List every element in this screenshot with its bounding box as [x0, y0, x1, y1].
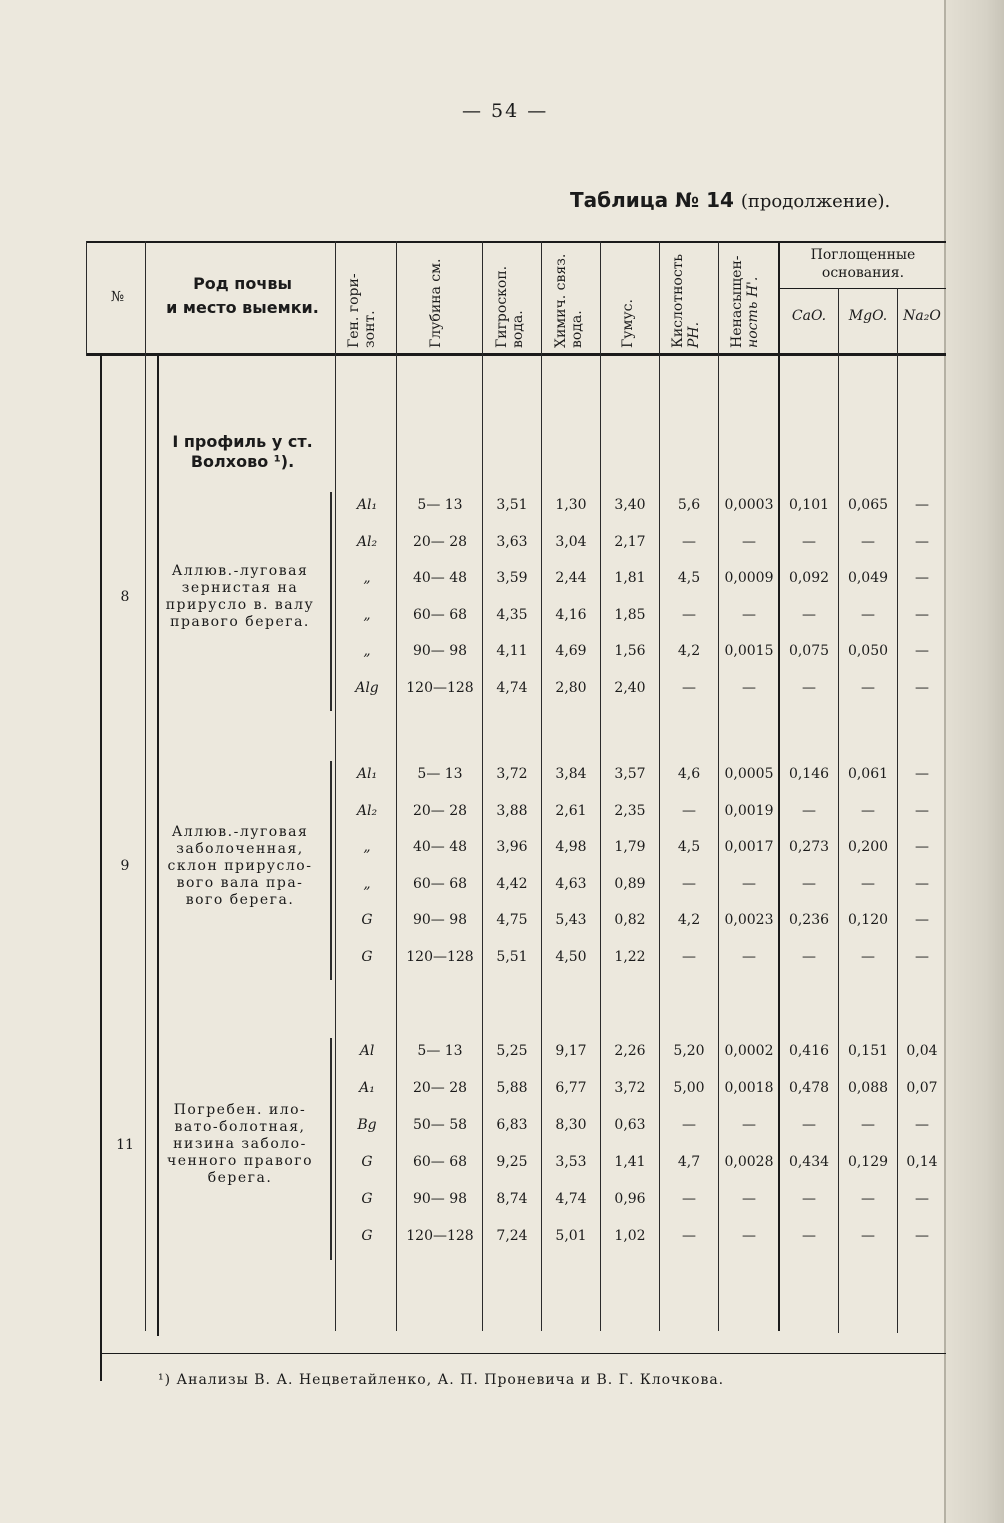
cell-na2o: —: [915, 839, 929, 855]
header-acidity: [670, 248, 706, 348]
vline-left: [86, 241, 87, 356]
header-hygro-line: Гигроскоп.: [494, 265, 510, 348]
cell-hygro: 6,83: [496, 1117, 528, 1133]
cell-na2o: —: [915, 1228, 929, 1244]
header-hygro: [494, 248, 530, 348]
cell-cao: —: [802, 875, 816, 892]
header-depth: [428, 248, 448, 348]
cell-depth: 60— 68: [412, 1154, 468, 1170]
cell-depth: 5— 13: [417, 497, 463, 513]
cell-unsat: —: [742, 1117, 756, 1133]
cell-chem-water: 3,53: [555, 1154, 587, 1170]
cell-mgo: —: [861, 679, 875, 696]
header-humus: [620, 248, 640, 348]
cell-mgo: 0,129: [847, 1154, 889, 1170]
group-description-line: Аллюв.-луговая: [171, 563, 309, 580]
cell-humus: 0,63: [614, 1117, 646, 1133]
group-description-line: вато-болотная,: [174, 1119, 306, 1135]
cell-humus: 1,22: [614, 948, 646, 965]
vline-hygro: [541, 241, 542, 1331]
cell-cao: 0,075: [788, 643, 830, 659]
group-description-line: заболоченная,: [176, 840, 304, 857]
cell-humus: 0,96: [614, 1191, 646, 1207]
cell-hygro: 3,88: [496, 802, 528, 819]
cell-cao: 0,478: [788, 1080, 830, 1096]
cell-cao: —: [802, 1117, 816, 1133]
header-soil: [150, 272, 335, 320]
cell-horizon: „: [363, 875, 371, 892]
cell-horizon: „: [363, 570, 371, 586]
cell-depth: 20— 28: [412, 1080, 468, 1096]
cell-hygro: 3,51: [496, 497, 528, 513]
cell-mgo: 0,200: [847, 839, 889, 855]
cell-horizon: Bg: [357, 1117, 377, 1133]
cell-acidity: —: [682, 802, 696, 819]
cell-acidity: 4,6: [677, 766, 701, 782]
cell-unsat: 0,0023: [724, 912, 774, 928]
cell-na2o: —: [915, 875, 929, 892]
header-bottom-rule: [86, 353, 946, 356]
cell-acidity: 4,2: [677, 912, 701, 928]
cell-na2o: —: [915, 643, 929, 659]
cell-chem-water: 5,01: [555, 1228, 587, 1244]
profile-heading: [150, 432, 335, 472]
vline-humus: [659, 241, 660, 1331]
cell-unsat: —: [742, 533, 756, 550]
cell-horizon: Al₁: [356, 497, 378, 513]
table-title-main: Таблица № 14: [570, 188, 734, 212]
header-chem-water: [553, 248, 589, 348]
cell-horizon: G: [361, 1154, 373, 1170]
cell-hygro: 3,96: [496, 839, 528, 855]
cell-na2o: —: [915, 766, 929, 782]
cell-chem-water: 4,69: [555, 643, 587, 659]
cell-mgo: 0,151: [847, 1043, 889, 1059]
cell-depth: 120—128: [406, 679, 474, 696]
cell-horizon: Al: [359, 1043, 375, 1059]
cell-horizon: G: [361, 948, 373, 965]
header-chem-water-line: Химич. связ.: [553, 253, 569, 348]
group-brace: [322, 761, 332, 980]
cell-na2o: —: [915, 533, 929, 550]
cell-horizon: Al₂: [356, 533, 378, 550]
cell-mgo: —: [861, 948, 875, 965]
cell-chem-water: 9,17: [555, 1043, 587, 1059]
cell-hygro: 5,51: [496, 948, 528, 965]
cell-mgo: —: [861, 875, 875, 892]
cell-hygro: 4,35: [496, 606, 528, 623]
group-number: 8: [120, 589, 130, 606]
cell-humus: 1,41: [614, 1154, 646, 1170]
header-absorbed: [782, 246, 944, 282]
cell-hygro: 3,63: [496, 533, 528, 550]
cell-unsat: —: [742, 875, 756, 892]
cell-acidity: —: [682, 875, 696, 892]
profile-heading-line: I профиль у ст.: [172, 432, 313, 451]
group-description: [160, 1102, 320, 1187]
header-horizon-line: зонт.: [362, 310, 378, 348]
cell-horizon: G: [361, 1228, 373, 1244]
cell-unsat: —: [742, 606, 756, 623]
cell-chem-water: 3,04: [555, 533, 587, 550]
header-horizon: [346, 248, 382, 348]
cell-na2o: —: [915, 948, 929, 965]
cell-mgo: —: [861, 1191, 875, 1207]
group-brace: [322, 492, 332, 711]
group-description-line: Аллюв.-луговая: [171, 823, 309, 840]
table-top-rule: [86, 241, 946, 243]
cell-unsat: 0,0019: [724, 802, 774, 819]
footnote-rule: [100, 1353, 946, 1354]
cell-depth: 5— 13: [417, 1043, 463, 1059]
cell-hygro: 8,74: [496, 1191, 528, 1207]
cell-unsat: 0,0003: [724, 497, 774, 513]
group-number: 11: [116, 1136, 134, 1153]
vline-hor: [396, 241, 397, 1331]
cell-horizon: G: [361, 912, 373, 928]
footnote: ¹) Анализы В. А. Нецветайленко, А. П. Проневича и В. Г. Клочкова.: [158, 1372, 725, 1388]
header-humus-line: Гумус.: [620, 299, 636, 348]
cell-chem-water: 4,74: [555, 1191, 587, 1207]
cell-na2o: 0,07: [906, 1080, 938, 1096]
cell-na2o: 0,14: [906, 1154, 938, 1170]
cell-depth: 50— 58: [412, 1117, 468, 1133]
cell-acidity: 5,20: [673, 1043, 705, 1059]
cell-cao: —: [802, 533, 816, 550]
cell-humus: 2,17: [614, 533, 646, 550]
vline-no: [145, 241, 146, 1331]
cell-humus: 3,72: [614, 1080, 646, 1096]
cell-hygro: 4,11: [496, 643, 528, 659]
page-fold-line: [944, 0, 946, 1523]
cell-humus: 2,26: [614, 1043, 646, 1059]
cell-acidity: 4,2: [677, 643, 701, 659]
cell-cao: —: [802, 1191, 816, 1207]
cell-humus: 2,35: [614, 802, 646, 819]
cell-hygro: 3,72: [496, 766, 528, 782]
cell-hygro: 7,24: [496, 1228, 528, 1244]
vline-ph: [718, 241, 719, 1331]
cell-mgo: —: [861, 606, 875, 623]
cell-unsat: —: [742, 948, 756, 965]
group-description-line: правого берега.: [170, 614, 310, 631]
cell-na2o: —: [915, 679, 929, 696]
group-description-line: прирусло в. валу: [165, 597, 315, 614]
cell-depth: 120—128: [406, 1228, 474, 1244]
cell-cao: —: [802, 1228, 816, 1244]
vline-cao: [838, 288, 839, 1333]
cell-chem-water: 2,44: [555, 570, 587, 586]
cell-unsat: 0,0009: [724, 570, 774, 586]
cell-horizon: Al₂: [356, 802, 378, 819]
cell-horizon: „: [363, 839, 371, 855]
group-description-line: низина заболо-: [173, 1136, 307, 1152]
cell-depth: 20— 28: [412, 802, 468, 819]
cell-depth: 20— 28: [412, 533, 468, 550]
cell-chem-water: 6,77: [555, 1080, 587, 1096]
cell-na2o: 0,04: [906, 1043, 938, 1059]
cell-na2o: —: [915, 912, 929, 928]
cell-acidity: —: [682, 1191, 696, 1207]
vline-soil: [335, 241, 336, 1331]
header-acidity-line: PH.: [686, 321, 702, 348]
cell-na2o: —: [915, 570, 929, 586]
cell-depth: 90— 98: [412, 912, 468, 928]
group-description-line: ченного правого: [166, 1153, 314, 1169]
cell-acidity: —: [682, 679, 696, 696]
header-mgo: MgO.: [848, 308, 888, 324]
cell-na2o: —: [915, 1191, 929, 1207]
cell-acidity: —: [682, 533, 696, 550]
cell-acidity: —: [682, 1228, 696, 1244]
cell-cao: 0,101: [788, 497, 830, 513]
vline-chem: [600, 241, 601, 1331]
cell-humus: 2,40: [614, 679, 646, 696]
group-description-line: склон прирусло-: [167, 857, 313, 874]
header-unsat: [729, 248, 765, 348]
group-description-line: Погребен. ило-: [173, 1102, 307, 1118]
header-soil-line: Род почвы: [193, 274, 292, 293]
cell-mgo: 0,088: [847, 1080, 889, 1096]
group-description-line: вого берега.: [185, 891, 295, 908]
cell-depth: 40— 48: [412, 839, 468, 855]
cell-depth: 120—128: [406, 948, 474, 965]
cell-na2o: —: [915, 1117, 929, 1133]
group-description: [160, 563, 320, 631]
cell-hygro: 9,25: [496, 1154, 528, 1170]
cell-humus: 1,85: [614, 606, 646, 623]
cell-chem-water: 3,84: [555, 766, 587, 782]
cell-mgo: —: [861, 533, 875, 550]
cell-humus: 0,82: [614, 912, 646, 928]
header-chem-water-line: вода.: [569, 310, 585, 348]
cell-mgo: —: [861, 802, 875, 819]
cell-hygro: 4,75: [496, 912, 528, 928]
cell-depth: 60— 68: [412, 606, 468, 623]
cell-horizon: A₁: [359, 1080, 375, 1096]
header-cao: CaO.: [791, 308, 827, 324]
header-unsat-line: Ненасыщен-: [729, 255, 745, 348]
vline-soil-lower: [157, 356, 159, 1336]
cell-hygro: 5,88: [496, 1080, 528, 1096]
cell-cao: —: [802, 948, 816, 965]
cell-mgo: —: [861, 1117, 875, 1133]
table-title: [570, 188, 890, 212]
cell-cao: 0,146: [788, 766, 830, 782]
page-edge: [944, 0, 1004, 1523]
cell-acidity: —: [682, 948, 696, 965]
cell-horizon: „: [363, 643, 371, 659]
cell-cao: —: [802, 606, 816, 623]
page-number: — 54 —: [462, 100, 549, 122]
cell-hygro: 3,59: [496, 570, 528, 586]
cell-chem-water: 2,80: [555, 679, 587, 696]
header-soil-line: и место выемки.: [166, 298, 319, 317]
cell-unsat: 0,0018: [724, 1080, 774, 1096]
vline-depth: [482, 241, 483, 1331]
cell-acidity: 4,5: [677, 570, 701, 586]
group-number: 9: [120, 858, 130, 875]
cell-humus: 1,81: [614, 570, 646, 586]
cell-chem-water: 4,98: [555, 839, 587, 855]
cell-acidity: 4,5: [677, 839, 701, 855]
cell-mgo: 0,065: [847, 497, 889, 513]
cell-cao: 0,416: [788, 1043, 830, 1059]
group-description-line: зернистая на: [181, 580, 299, 597]
vline-unsat: [778, 241, 780, 1331]
cell-acidity: 5,00: [673, 1080, 705, 1096]
cell-humus: 3,57: [614, 766, 646, 782]
cell-depth: 60— 68: [412, 875, 468, 892]
cell-unsat: —: [742, 1191, 756, 1207]
cell-depth: 90— 98: [412, 1191, 468, 1207]
cell-mgo: 0,050: [847, 643, 889, 659]
cell-cao: 0,434: [788, 1154, 830, 1170]
cell-cao: —: [802, 679, 816, 696]
cell-acidity: 4,7: [677, 1154, 701, 1170]
cell-unsat: 0,0015: [724, 643, 774, 659]
cell-cao: 0,092: [788, 570, 830, 586]
cell-cao: —: [802, 802, 816, 819]
cell-acidity: 5,6: [677, 497, 701, 513]
cell-chem-water: 4,50: [555, 948, 587, 965]
cell-unsat: 0,0002: [724, 1043, 774, 1059]
cell-hygro: 4,42: [496, 875, 528, 892]
cell-cao: 0,273: [788, 839, 830, 855]
cell-chem-water: 2,61: [555, 802, 587, 819]
cell-chem-water: 5,43: [555, 912, 587, 928]
cell-unsat: 0,0028: [724, 1154, 774, 1170]
cell-horizon: Al₁: [356, 766, 378, 782]
group-brace: [322, 1038, 332, 1260]
cell-humus: 1,56: [614, 643, 646, 659]
header-unsat-line: ность H'.: [745, 276, 761, 348]
group-description-line: берега.: [207, 1170, 273, 1186]
cell-mgo: 0,061: [847, 766, 889, 782]
cell-acidity: —: [682, 1117, 696, 1133]
cell-hygro: 4,74: [496, 679, 528, 696]
group-description-line: вого вала пра-: [176, 874, 304, 891]
header-absorbed-line: основания.: [821, 265, 905, 281]
cell-unsat: 0,0017: [724, 839, 774, 855]
cell-humus: 1,79: [614, 839, 646, 855]
header-depth-line: Глубина см.: [428, 258, 444, 348]
cell-humus: 0,89: [614, 875, 646, 892]
cell-cao: 0,236: [788, 912, 830, 928]
group-description: [160, 824, 320, 909]
cell-na2o: —: [915, 802, 929, 819]
cell-mgo: 0,120: [847, 912, 889, 928]
cell-chem-water: 4,63: [555, 875, 587, 892]
cell-horizon: G: [361, 1191, 373, 1207]
cell-humus: 1,02: [614, 1228, 646, 1244]
cell-humus: 3,40: [614, 497, 646, 513]
cell-mgo: 0,049: [847, 570, 889, 586]
cell-depth: 90— 98: [412, 643, 468, 659]
cell-acidity: —: [682, 606, 696, 623]
header-acidity-line: Кислотность: [670, 253, 686, 348]
cell-hygro: 5,25: [496, 1043, 528, 1059]
cell-horizon: Alg: [355, 679, 379, 696]
cell-horizon: „: [363, 606, 371, 623]
absorbed-sub-rule: [779, 288, 946, 289]
header-no: №: [110, 289, 125, 305]
vline-mgo: [897, 288, 898, 1333]
header-absorbed-line: Поглощенные: [810, 247, 916, 263]
cell-unsat: —: [742, 679, 756, 696]
header-na2o: Na₂O: [903, 308, 941, 324]
cell-depth: 40— 48: [412, 570, 468, 586]
table-title-sub: (продолжение).: [740, 191, 891, 212]
cell-na2o: —: [915, 606, 929, 623]
cell-na2o: —: [915, 497, 929, 513]
cell-chem-water: 1,30: [555, 497, 587, 513]
header-hygro-line: вода.: [510, 310, 526, 348]
cell-unsat: 0,0005: [724, 766, 774, 782]
cell-unsat: —: [742, 1228, 756, 1244]
header-horizon-line: Ген. гори-: [346, 273, 362, 348]
cell-chem-water: 4,16: [555, 606, 587, 623]
cell-mgo: —: [861, 1228, 875, 1244]
cell-depth: 5— 13: [417, 766, 463, 782]
profile-heading-line: Волхово ¹).: [190, 452, 295, 471]
cell-chem-water: 8,30: [555, 1117, 587, 1133]
